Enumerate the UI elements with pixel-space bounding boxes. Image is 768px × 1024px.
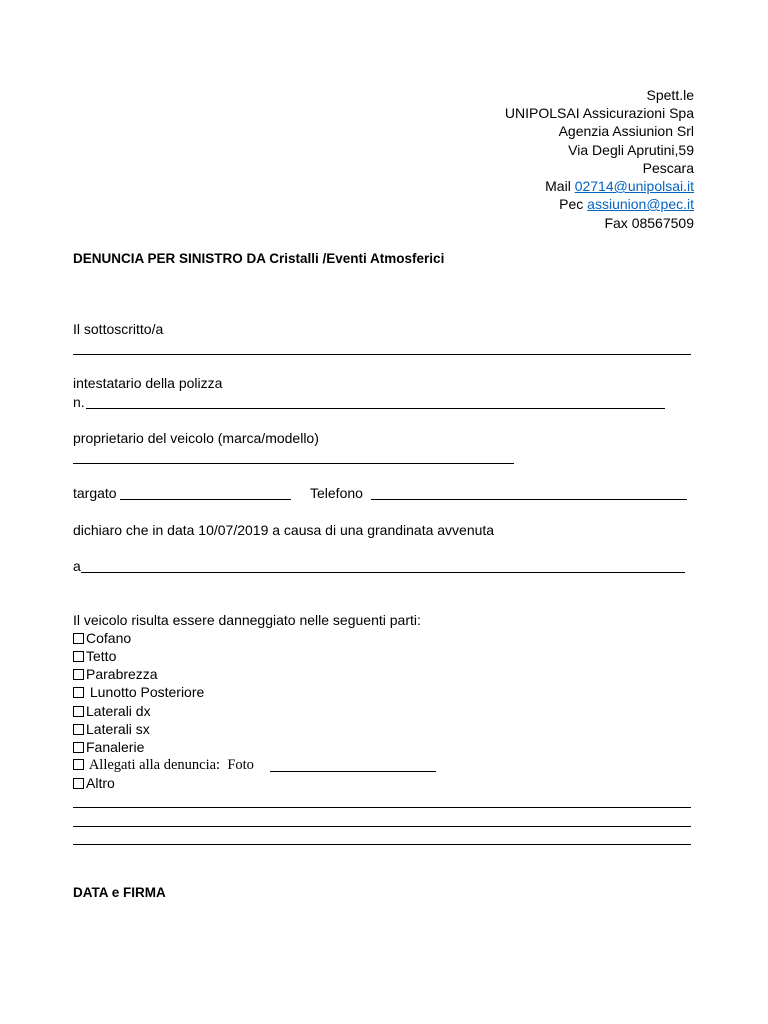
other-checkbox-item[interactable] [73,774,115,792]
company-name: UNIPOLSAI Assicurazioni Spa [504,105,694,121]
other-blank-3 [73,844,691,845]
part-label: Cofano [86,630,132,646]
checkbox[interactable] [73,759,84,770]
policy-number-blank [86,408,665,409]
pec-line [559,195,694,213]
checkbox[interactable] [73,742,84,753]
mail-label: Mail [545,178,571,194]
location-prefix: a [73,558,81,574]
agency-name: Agenzia Assiunion Srl [558,123,694,139]
part-label: Fanalerie [86,739,145,755]
checkbox[interactable] [73,651,84,662]
pec-link[interactable]: assiunion@pec.it [587,196,694,212]
part-label: Parabrezza [86,666,158,682]
pec-label: Pec [559,196,584,212]
location-blank [81,572,685,573]
damaged-parts-label: Il veicolo risulta essere danneggiato nelle seguenti parti: [73,612,421,628]
policy-number-prefix: n. [73,394,85,410]
plate-blank [120,499,291,500]
phone-label: Telefono [310,485,363,501]
checkbox[interactable] [73,687,84,698]
other-label: Altro [86,775,115,791]
part-checkbox-item[interactable] [73,738,144,756]
signature-label: DATA e FIRMA [73,885,166,900]
part-checkbox-item[interactable] [73,702,151,720]
part-checkbox-item[interactable] [73,665,158,683]
vehicle-owner-label: proprietario del veicolo (marca/modello) [73,430,319,446]
fax-line: Fax 08567509 [604,215,694,231]
policy-holder-label: intestatario della polizza [73,375,223,391]
checkbox[interactable] [73,706,84,717]
mail-link[interactable]: 02714@unipolsai.it [574,178,694,194]
part-checkbox-item[interactable] [73,683,204,701]
other-blank-2 [73,826,691,827]
checkbox[interactable] [73,724,84,735]
other-blank-1 [73,807,691,808]
city: Pescara [642,160,694,176]
part-label: Laterali sx [86,721,150,737]
vehicle-owner-blank [73,463,514,464]
street-address: Via Degli Aprutini,59 [568,142,694,158]
photo-blank [270,771,436,772]
undersigned-label: Il sottoscritto/a [73,321,164,337]
plate-label: targato [73,485,117,501]
checkbox[interactable] [73,669,84,680]
part-label: Tetto [86,648,117,664]
mail-line [545,177,694,195]
part-label: Lunotto Posteriore [86,684,205,700]
undersigned-blank [73,354,691,355]
phone-blank [371,499,687,500]
part-checkbox-item[interactable] [73,647,116,665]
declaration-text: dichiaro che in data 10/07/2019 a causa di una grandinata avvenuta [73,522,495,538]
checkbox[interactable] [73,778,84,789]
attachments-label: Allegati alla denuncia: Foto [86,757,254,773]
salutation: Spett.le [646,87,694,103]
checkbox[interactable] [73,633,84,644]
part-checkbox-item[interactable] [73,720,150,738]
part-checkbox-item[interactable] [73,629,131,647]
document-title: DENUNCIA PER SINISTRO DA Cristalli /Eventi Atmosferici [73,251,445,266]
part-label: Laterali dx [86,703,151,719]
attachments-checkbox-item[interactable] [73,756,254,774]
